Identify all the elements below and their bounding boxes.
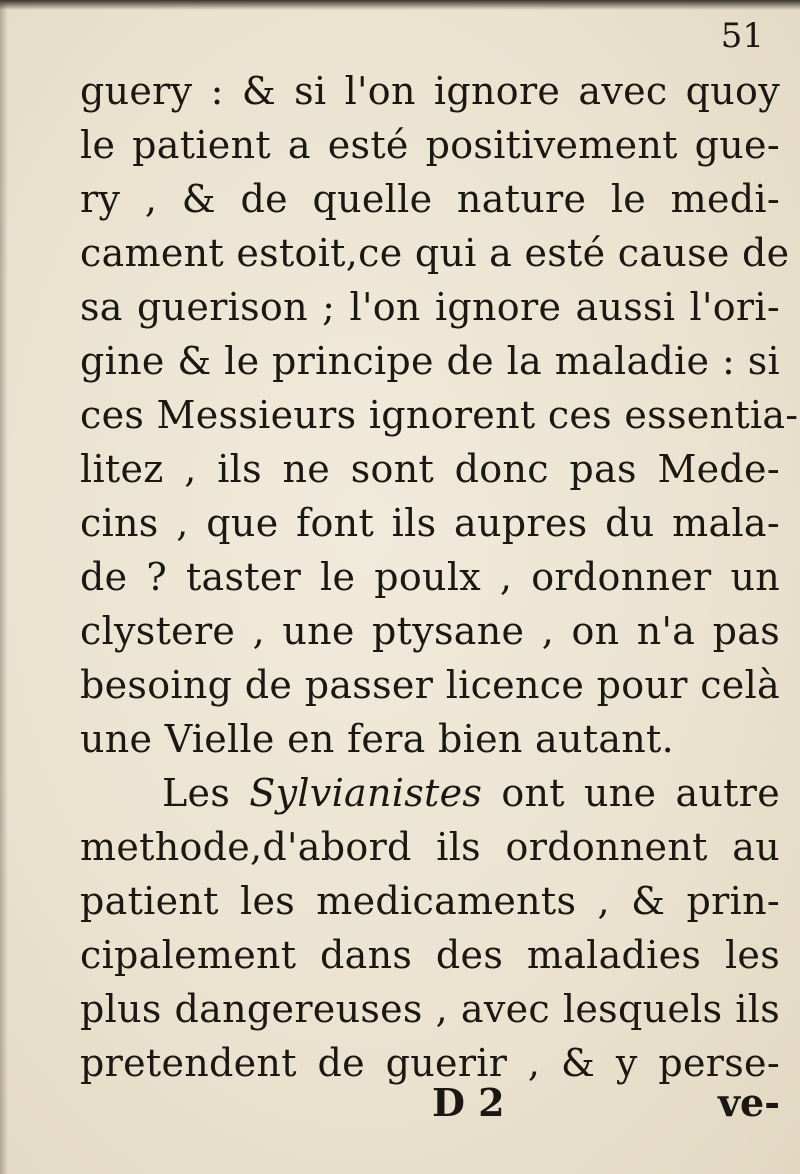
text-line: methode,d'abord ils ordonnent au bbox=[80, 825, 780, 869]
text-fragment: Les bbox=[162, 771, 231, 815]
text-line: plus dangereuses , avec lesquels ils bbox=[80, 987, 780, 1031]
text-line: gine & le principe de la maladie : si bbox=[80, 339, 780, 383]
text-line: ry , & de quelle nature le medi- bbox=[80, 177, 780, 221]
text-line: cament estoit,ce qui a esté cause de bbox=[80, 231, 790, 275]
text-line: guery : & si l'on ignore avec quoy bbox=[80, 69, 780, 113]
text-line: cipalement dans des maladies les bbox=[80, 933, 780, 977]
text-line: une Vielle en fera bien autant. bbox=[80, 717, 674, 761]
text-line: litez , ils ne sont donc pas Mede- bbox=[80, 447, 780, 491]
text-line: pretendent de guerir , & y perse- bbox=[80, 1041, 780, 1085]
text-line: de ? taster le poulx , ordonner un bbox=[80, 555, 780, 599]
text-line: patient les medicaments , & prin- bbox=[80, 879, 780, 923]
text-line: sa guerison ; l'on ignore aussi l'ori- bbox=[80, 285, 780, 329]
text-line: besoing de passer licence pour celà bbox=[80, 663, 780, 707]
italic-term: Sylvianistes bbox=[249, 771, 483, 815]
text-line: ces Messieurs ignorent ces essentia- bbox=[80, 393, 799, 437]
page-number: 51 bbox=[720, 16, 764, 56]
page-text bbox=[80, 64, 799, 1090]
catchword: ve- bbox=[717, 1080, 780, 1125]
text-line: clystere , une ptysane , on n'a pas bbox=[80, 609, 780, 653]
text-line: cins , que font ils aupres du mala- bbox=[80, 501, 780, 545]
paragraph-first-line bbox=[80, 766, 780, 820]
text-fragment: ont une autre bbox=[501, 771, 780, 815]
text-line: le patient a esté positivement gue- bbox=[80, 123, 780, 167]
signature-mark: D 2 bbox=[432, 1080, 505, 1125]
page-footer bbox=[0, 1080, 800, 1140]
